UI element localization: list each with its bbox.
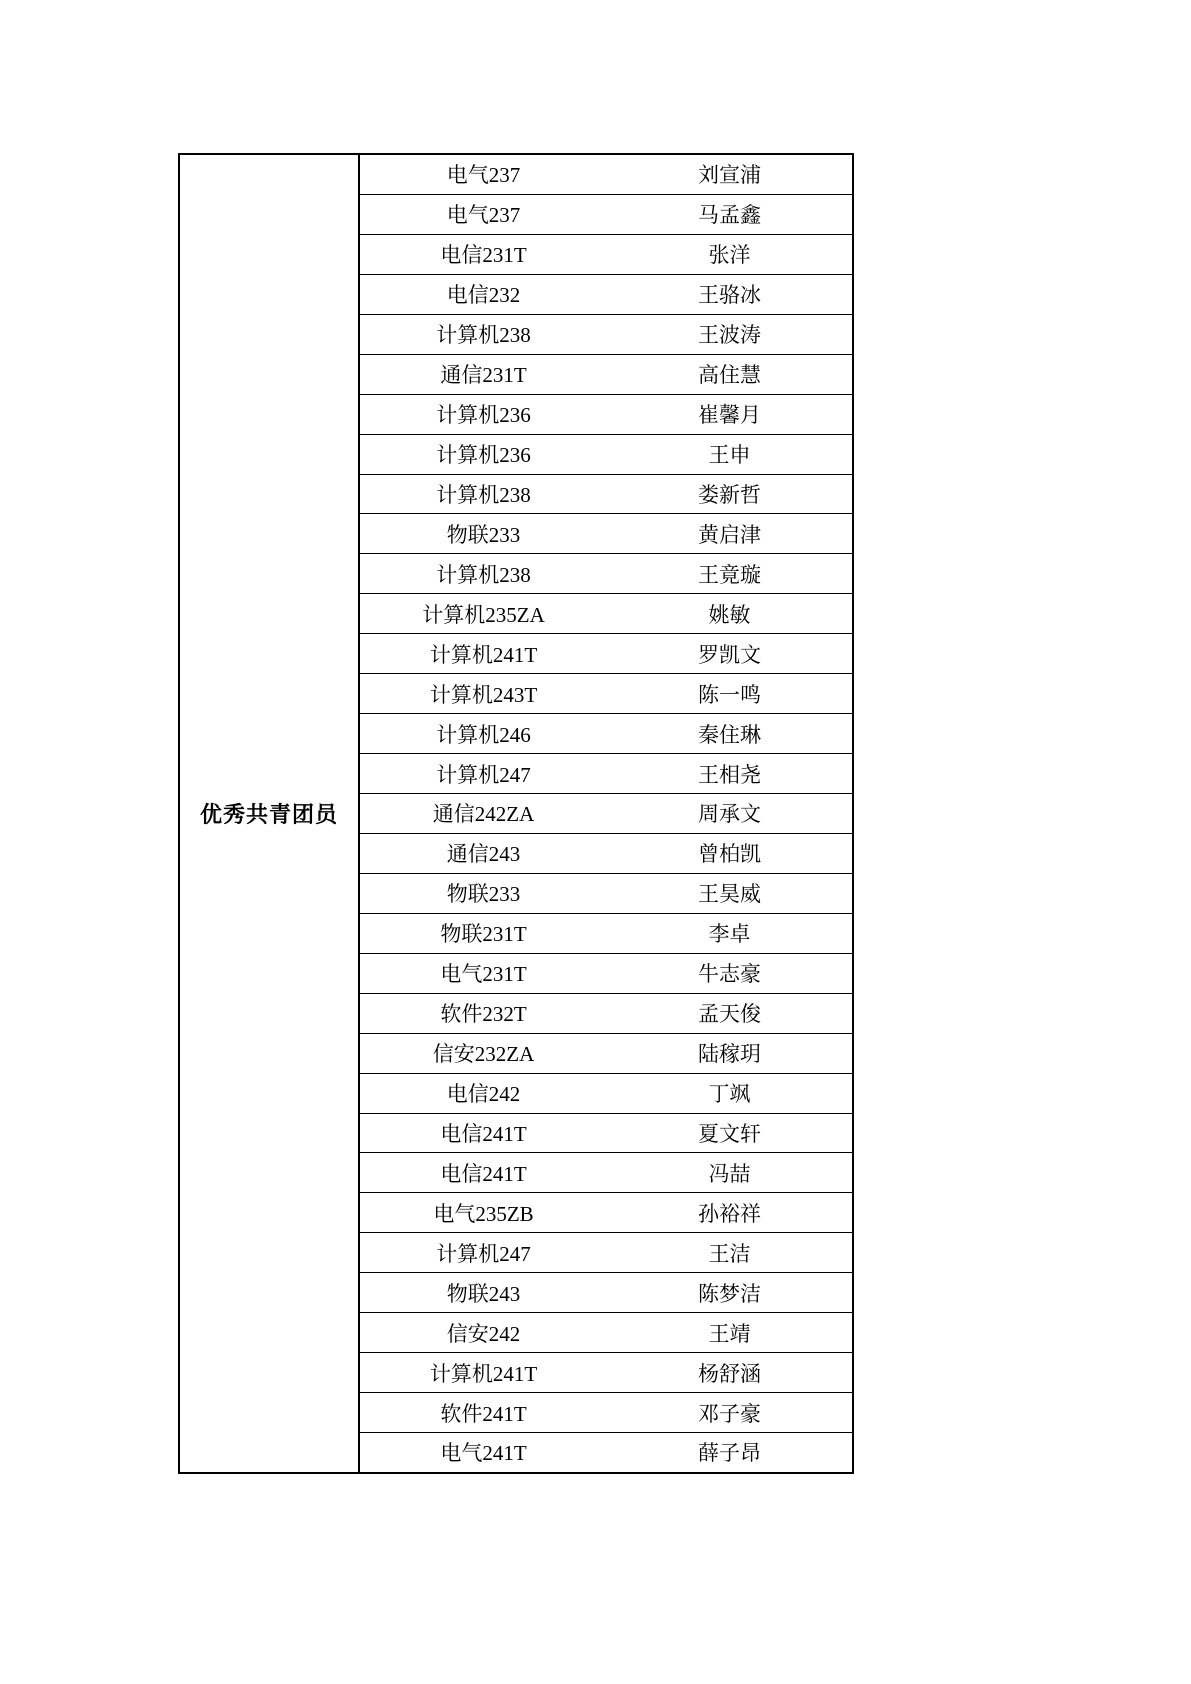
table-row	[360, 1273, 852, 1313]
student-name-cell: 夏文轩	[698, 1121, 761, 1146]
student-name-cell: 王申	[708, 443, 751, 468]
table-row	[360, 1153, 852, 1193]
student-name-cell: 王相尧	[698, 762, 761, 787]
table-row	[360, 754, 852, 794]
table-row	[360, 1034, 852, 1074]
table-row	[360, 634, 852, 674]
student-name-cell: 邓子豪	[698, 1401, 761, 1426]
student-name-cell: 王洁	[708, 1241, 751, 1266]
class-cell: 电信242	[446, 1082, 521, 1107]
student-name-cell: 孟天俊	[698, 1002, 761, 1027]
table-row	[360, 275, 852, 315]
student-name-cell: 黄启津	[698, 522, 761, 547]
class-cell: 通信243	[446, 842, 521, 867]
table-row	[360, 914, 852, 954]
table-row	[360, 1353, 852, 1393]
table-row	[360, 1433, 852, 1472]
table-row	[360, 315, 852, 355]
class-cell: 计算机246	[436, 722, 531, 747]
student-name-cell: 陆稼玥	[698, 1042, 761, 1067]
class-cell: 计算机235ZA	[422, 602, 545, 627]
table-row	[360, 714, 852, 754]
table-row	[360, 554, 852, 594]
class-cell: 物联231T	[440, 922, 527, 947]
class-cell: 计算机241T	[429, 642, 538, 667]
table-row	[360, 1074, 852, 1114]
table-row	[360, 1233, 852, 1273]
class-cell: 计算机243T	[429, 682, 538, 707]
table-row	[360, 395, 852, 435]
student-name-cell: 王骆冰	[698, 283, 761, 308]
table-row	[360, 1393, 852, 1433]
student-name-cell: 周承文	[698, 802, 761, 827]
table-row	[360, 994, 852, 1034]
student-name-cell: 罗凯文	[698, 642, 761, 667]
table-row	[360, 235, 852, 275]
class-cell: 计算机247	[436, 1241, 531, 1266]
table-row	[360, 794, 852, 834]
student-name-cell: 秦住琳	[698, 722, 761, 747]
table-row	[360, 514, 852, 554]
class-cell: 信安242	[446, 1321, 521, 1346]
table-row	[360, 874, 852, 914]
class-cell: 电信231T	[440, 243, 527, 268]
student-name-cell: 崔馨月	[698, 403, 761, 428]
table-row	[360, 1193, 852, 1233]
table-row	[360, 954, 852, 994]
class-cell: 电信241T	[440, 1161, 527, 1186]
class-cell: 计算机238	[436, 482, 531, 507]
student-name-cell: 陈一鸣	[698, 682, 761, 707]
class-cell: 物联243	[446, 1281, 521, 1306]
class-cell: 电气235ZB	[433, 1201, 534, 1226]
class-cell: 软件232T	[440, 1002, 527, 1027]
student-name-cell: 牛志豪	[698, 962, 761, 987]
class-cell: 电气231T	[440, 962, 527, 987]
student-name-cell: 孙裕祥	[698, 1201, 761, 1226]
class-cell: 物联233	[446, 522, 521, 547]
class-cell: 电信232	[446, 283, 521, 308]
student-name-cell: 王波涛	[698, 323, 761, 348]
student-name-cell: 冯喆	[708, 1161, 751, 1186]
student-name-cell: 陈梦洁	[698, 1281, 761, 1306]
student-name-cell: 刘宣浦	[698, 163, 761, 188]
student-name-cell: 马孟鑫	[698, 203, 761, 228]
table-row	[360, 834, 852, 874]
student-name-cell: 王昊威	[698, 882, 761, 907]
student-name-cell: 娄新哲	[698, 482, 761, 507]
class-cell: 计算机238	[436, 323, 531, 348]
table-row	[360, 594, 852, 634]
class-cell: 电气237	[446, 203, 521, 228]
class-cell: 电气237	[446, 163, 521, 188]
table-row	[360, 435, 852, 475]
student-name-cell: 杨舒涵	[698, 1361, 761, 1386]
table-row	[360, 1114, 852, 1154]
award-category-label: 优秀共青团员	[199, 802, 338, 827]
student-name-cell: 姚敏	[708, 602, 751, 627]
class-cell: 计算机236	[436, 403, 531, 428]
table-row	[360, 355, 852, 395]
class-cell: 通信231T	[440, 363, 527, 388]
class-cell: 计算机241T	[429, 1361, 538, 1386]
award-table	[178, 153, 854, 1474]
award-category-cell	[180, 155, 360, 1472]
student-name-cell: 张洋	[708, 243, 751, 268]
student-name-cell: 李卓	[708, 922, 751, 947]
class-cell: 软件241T	[440, 1401, 527, 1426]
class-cell: 电气241T	[440, 1441, 527, 1466]
table-row	[360, 674, 852, 714]
class-cell: 物联233	[446, 882, 521, 907]
award-rows	[360, 155, 852, 1472]
student-name-cell: 高住慧	[698, 363, 761, 388]
table-row	[360, 195, 852, 235]
student-name-cell: 王竟璇	[698, 562, 761, 587]
class-cell: 计算机238	[436, 562, 531, 587]
class-cell: 通信242ZA	[432, 802, 535, 827]
student-name-cell: 薛子昂	[698, 1441, 761, 1466]
table-row	[360, 1313, 852, 1353]
class-cell: 计算机236	[436, 443, 531, 468]
class-cell: 电信241T	[440, 1121, 527, 1146]
student-name-cell: 曾柏凯	[698, 842, 761, 867]
class-cell: 计算机247	[436, 762, 531, 787]
table-row	[360, 155, 852, 195]
class-cell: 信安232ZA	[432, 1042, 535, 1067]
table-row	[360, 475, 852, 515]
student-name-cell: 丁飒	[708, 1082, 751, 1107]
student-name-cell: 王靖	[708, 1321, 751, 1346]
